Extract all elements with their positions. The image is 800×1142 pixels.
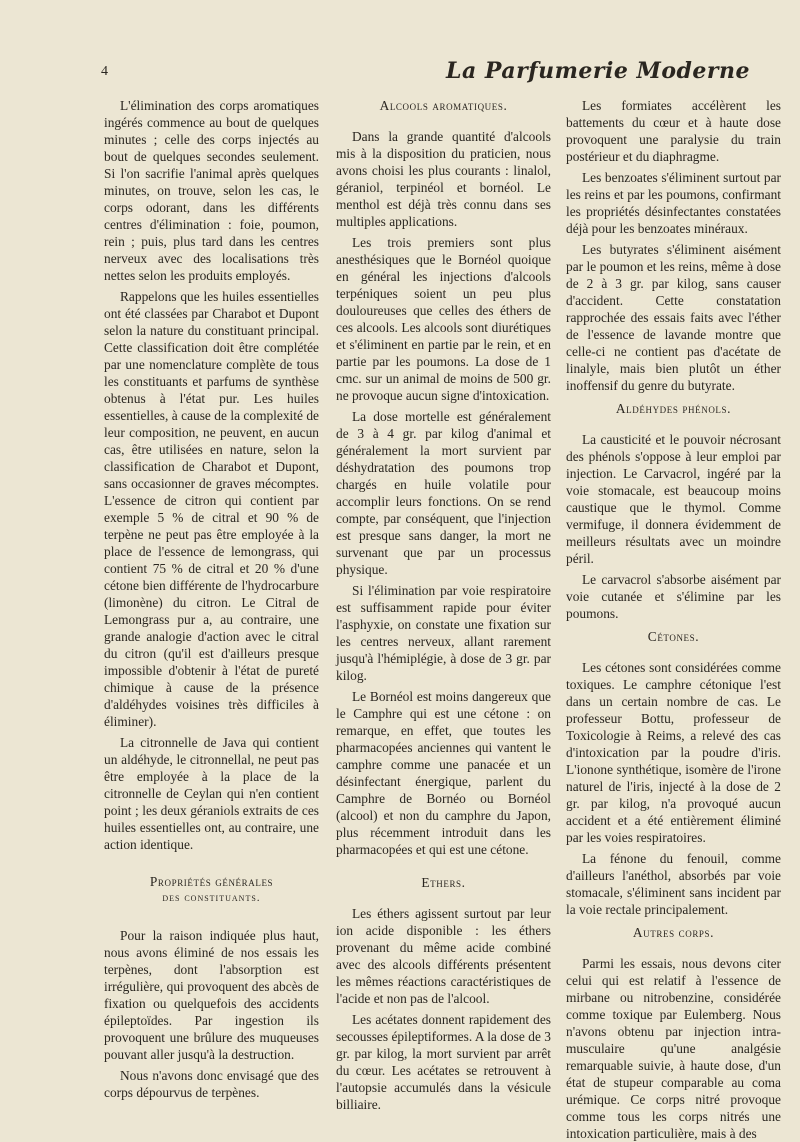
section-heading-constituants: des constituants. xyxy=(162,892,261,904)
paragraph: Les cétones sont considérées comme toxiques. Le camphre cétonique l'est dans un certain nombre de cas. Le professeur Bottu, professeur de Toxicologie à Reims, a relevé des cas d'intoxication par la poudre d'iris. L'ionone synthétique, isomère de l'irone naturel de l'iris, injecté à la dose de 2 gr. par kilog, n'a provoqué aucun accident et a été entièrement éliminé par les voies respiratoires. xyxy=(566,660,781,845)
section-heading-cetones: Cétones. xyxy=(647,629,700,644)
paragraph: L'élimination des corps aromatiques ingérés commence au bout de quelques minutes ; celle des corps injectés au bout de quelques secondes seulement. Si l'on sacrifie l'animal après quelques minutes, on trouve, selon les cas, le corps odorant, dans les différents centres d'élimination : foie, poumon, rein ; puis, plus tard dans les centres nerveux avec des localisations très nettes selon les produits employés. xyxy=(104,98,319,283)
paragraph: Les éthers agissent surtout par leur ion acide disponible : les éthers provenant du même acide combiné avec des alcools différents présentent les mêmes réactions caractéristiques de l'acide et non pas de l'alcool. xyxy=(336,906,551,1006)
section-heading-autres: Autres corps. xyxy=(632,925,715,940)
paragraph: Le carvacrol s'absorbe aisément par voie cutanée et s'élimine par les poumons. xyxy=(566,572,781,621)
column-right xyxy=(566,97,781,1142)
paragraph: Rappelons que les huiles essentielles ont été classées par Charabot et Dupont selon la nature du constituant principal. Cette classification doit être complétée par une nomenclature complète de tous les constituants et parfums de synthèse obtenus à l'état pur. Les huiles essentielles, à cause de la complexité de leur composition, ne peuvent, en aucun cas, être utilisées en nature, selon la classification de Charabot et Dupont, sans occasionner de graves mécomptes. L'essence de citron qui contient par exemple 5 % de citral et 90 % de terpène ne peut pas être employée à la place de l'essence de lemongrass, qui contient 75 % de citral et 20 % d'une cétone bien différente de l'hydrocarbure (limonène) du citron. Le Citral de Lemongrass pur a, au contraire, une grande analogie d'action avec le citral du citron (qu'il est d'ailleurs presque impossible d'obtenir à l'état de pureté chimique à cause de la présence d'aldéhydes voisines très difficiles à éliminer). xyxy=(104,289,319,729)
section-heading-ethers: Ethers. xyxy=(421,875,466,890)
paragraph: Les butyrates s'éliminent aisément par le poumon et les reins, même à dose de 2 à 3 gr. par kilog, sans causer d'accident. Cette constatation rapprochée des essais faits avec l'éther de l'essence de lavande montre que celle-ci ne contient pas d'acétate de linalyle, mais bien plutôt un éther inoffensif du genre du butyrate. xyxy=(566,242,781,393)
paragraph: Parmi les essais, nous devons citer celui qui est relatif à l'essence de mirbane ou nitrobenzine, considérée comme toxique par Eulemberg. Nous n'avons obtenu par injection intra-musculaire qu'une analgésie remarquable suivie, à haute dose, d'un état de stupeur comparable au coma urémique. Ce corps nitré provoque comme tous les corps nitrés une intoxication particulière, mais à des xyxy=(566,956,781,1141)
paragraph: Les benzoates s'éliminent surtout par les reins et par les poumons, confirmant les propriétés désinfectantes constatées déjà pour les benzoates minéraux. xyxy=(566,170,781,236)
page-number: 4 xyxy=(101,64,108,79)
section-heading-aldehydes: Aldéhydes phénols. xyxy=(615,401,732,416)
section-heading-proprietes: Propriétés générales xyxy=(149,874,274,889)
paragraph: La causticité et le pouvoir nécrosant des phénols s'oppose à leur emploi par injection. Le Carvacrol, ingéré par la voie stomacale, est beaucoup moins caustique que le thymol. Comme vermifuge, il donnera évidemment de meilleurs résultats avec un moindre péril. xyxy=(566,432,781,566)
column-left xyxy=(104,97,319,1101)
paragraph: La fénone du fenouil, comme d'ailleurs l'anéthol, absorbés par voie stomacale, s'éliminent sans incident par la voie rectale principalement. xyxy=(566,851,781,917)
column-middle xyxy=(336,97,551,1113)
paragraph: Nous n'avons donc envisagé que des corps dépourvus de terpènes. xyxy=(104,1068,319,1100)
paragraph: Les acétates donnent rapidement des secousses épileptiformes. A la dose de 3 gr. par kilog, la mort survient par arrêt du cœur. Les acétates se retrouvent à l'autopsie accumulés dans la vésicule billiaire. xyxy=(336,1012,551,1112)
paragraph: Si l'élimination par voie respiratoire est suffisamment rapide pour éviter l'asphyxie, on constate une fixation sur les centres nerveux, allant rarement jusqu'à l'hémiplégie, à dose de 3 gr. par kilog. xyxy=(336,583,551,683)
paragraph: La dose mortelle est généralement de 3 à 4 gr. par kilog d'animal et généralement la mort survient par déshydratation des poumons trop chargés en huile volatile pour accomplir leurs fonctions. On se rend compte, par conséquent, que l'injection est presque sans danger, la mort ne survenant que par un processus physique. xyxy=(336,409,551,577)
paragraph: Les trois premiers sont plus anesthésiques que le Bornéol quoique en général les injections d'alcools terpéniques soient un peu plus douloureuses que celles des éthers de ces alcools. Les alcools sont diurétiques et s'éliminent en partie par le rein, et en partie par les poumons. La dose de 1 cmc. sur un animal de moins de 500 gr. ne provoque aucun signe d'intoxication. xyxy=(336,235,551,403)
paragraph: Pour la raison indiquée plus haut, nous avons éliminé de nos essais les terpènes, dont l'absorption est irrégulière, qui provoquent des abcès de fixation ou quelquefois des accidents épileptoïdes. Par ingestion ils provoquent une brûlure des muqueuses pouvant aller jusqu'à la destruction. xyxy=(104,928,319,1062)
paragraph: La citronnelle de Java qui contient un aldéhyde, le citronnellal, ne peut pas être employée à la place de la citronnelle de Ceylan qui n'en contient point ; les deux géraniols extraits de ces huiles essentielles ont, au contraire, une action identique. xyxy=(104,735,319,852)
paragraph: Dans la grande quantité d'alcools mis à la disposition du praticien, nous avons choisi les plus courants : linalol, géraniol, terpinéol et bornéol. Le menthol est déjà très connu dans ses multiples applications. xyxy=(336,129,551,229)
section-heading-alcools: Alcools aromatiques. xyxy=(379,98,508,113)
paragraph: Le Bornéol est moins dangereux que le Camphre qui est une cétone : on remarque, en effet, que toutes les pharmacopées anciennes qui vantent le camphre comme une panacée et un désinfectant énergique, parlent du Camphre de Bornéo ou Bornéol (alcool) et non du camphre du Japon, plus récemment introduit dans les pharmacopées et qui est une cétone. xyxy=(336,689,551,857)
journal-title: La Parfumerie Moderne xyxy=(445,58,750,84)
paragraph: Les formiates accélèrent les battements du cœur et à haute dose provoquent une paralysie du train postérieur et du diaphragme. xyxy=(566,98,781,164)
